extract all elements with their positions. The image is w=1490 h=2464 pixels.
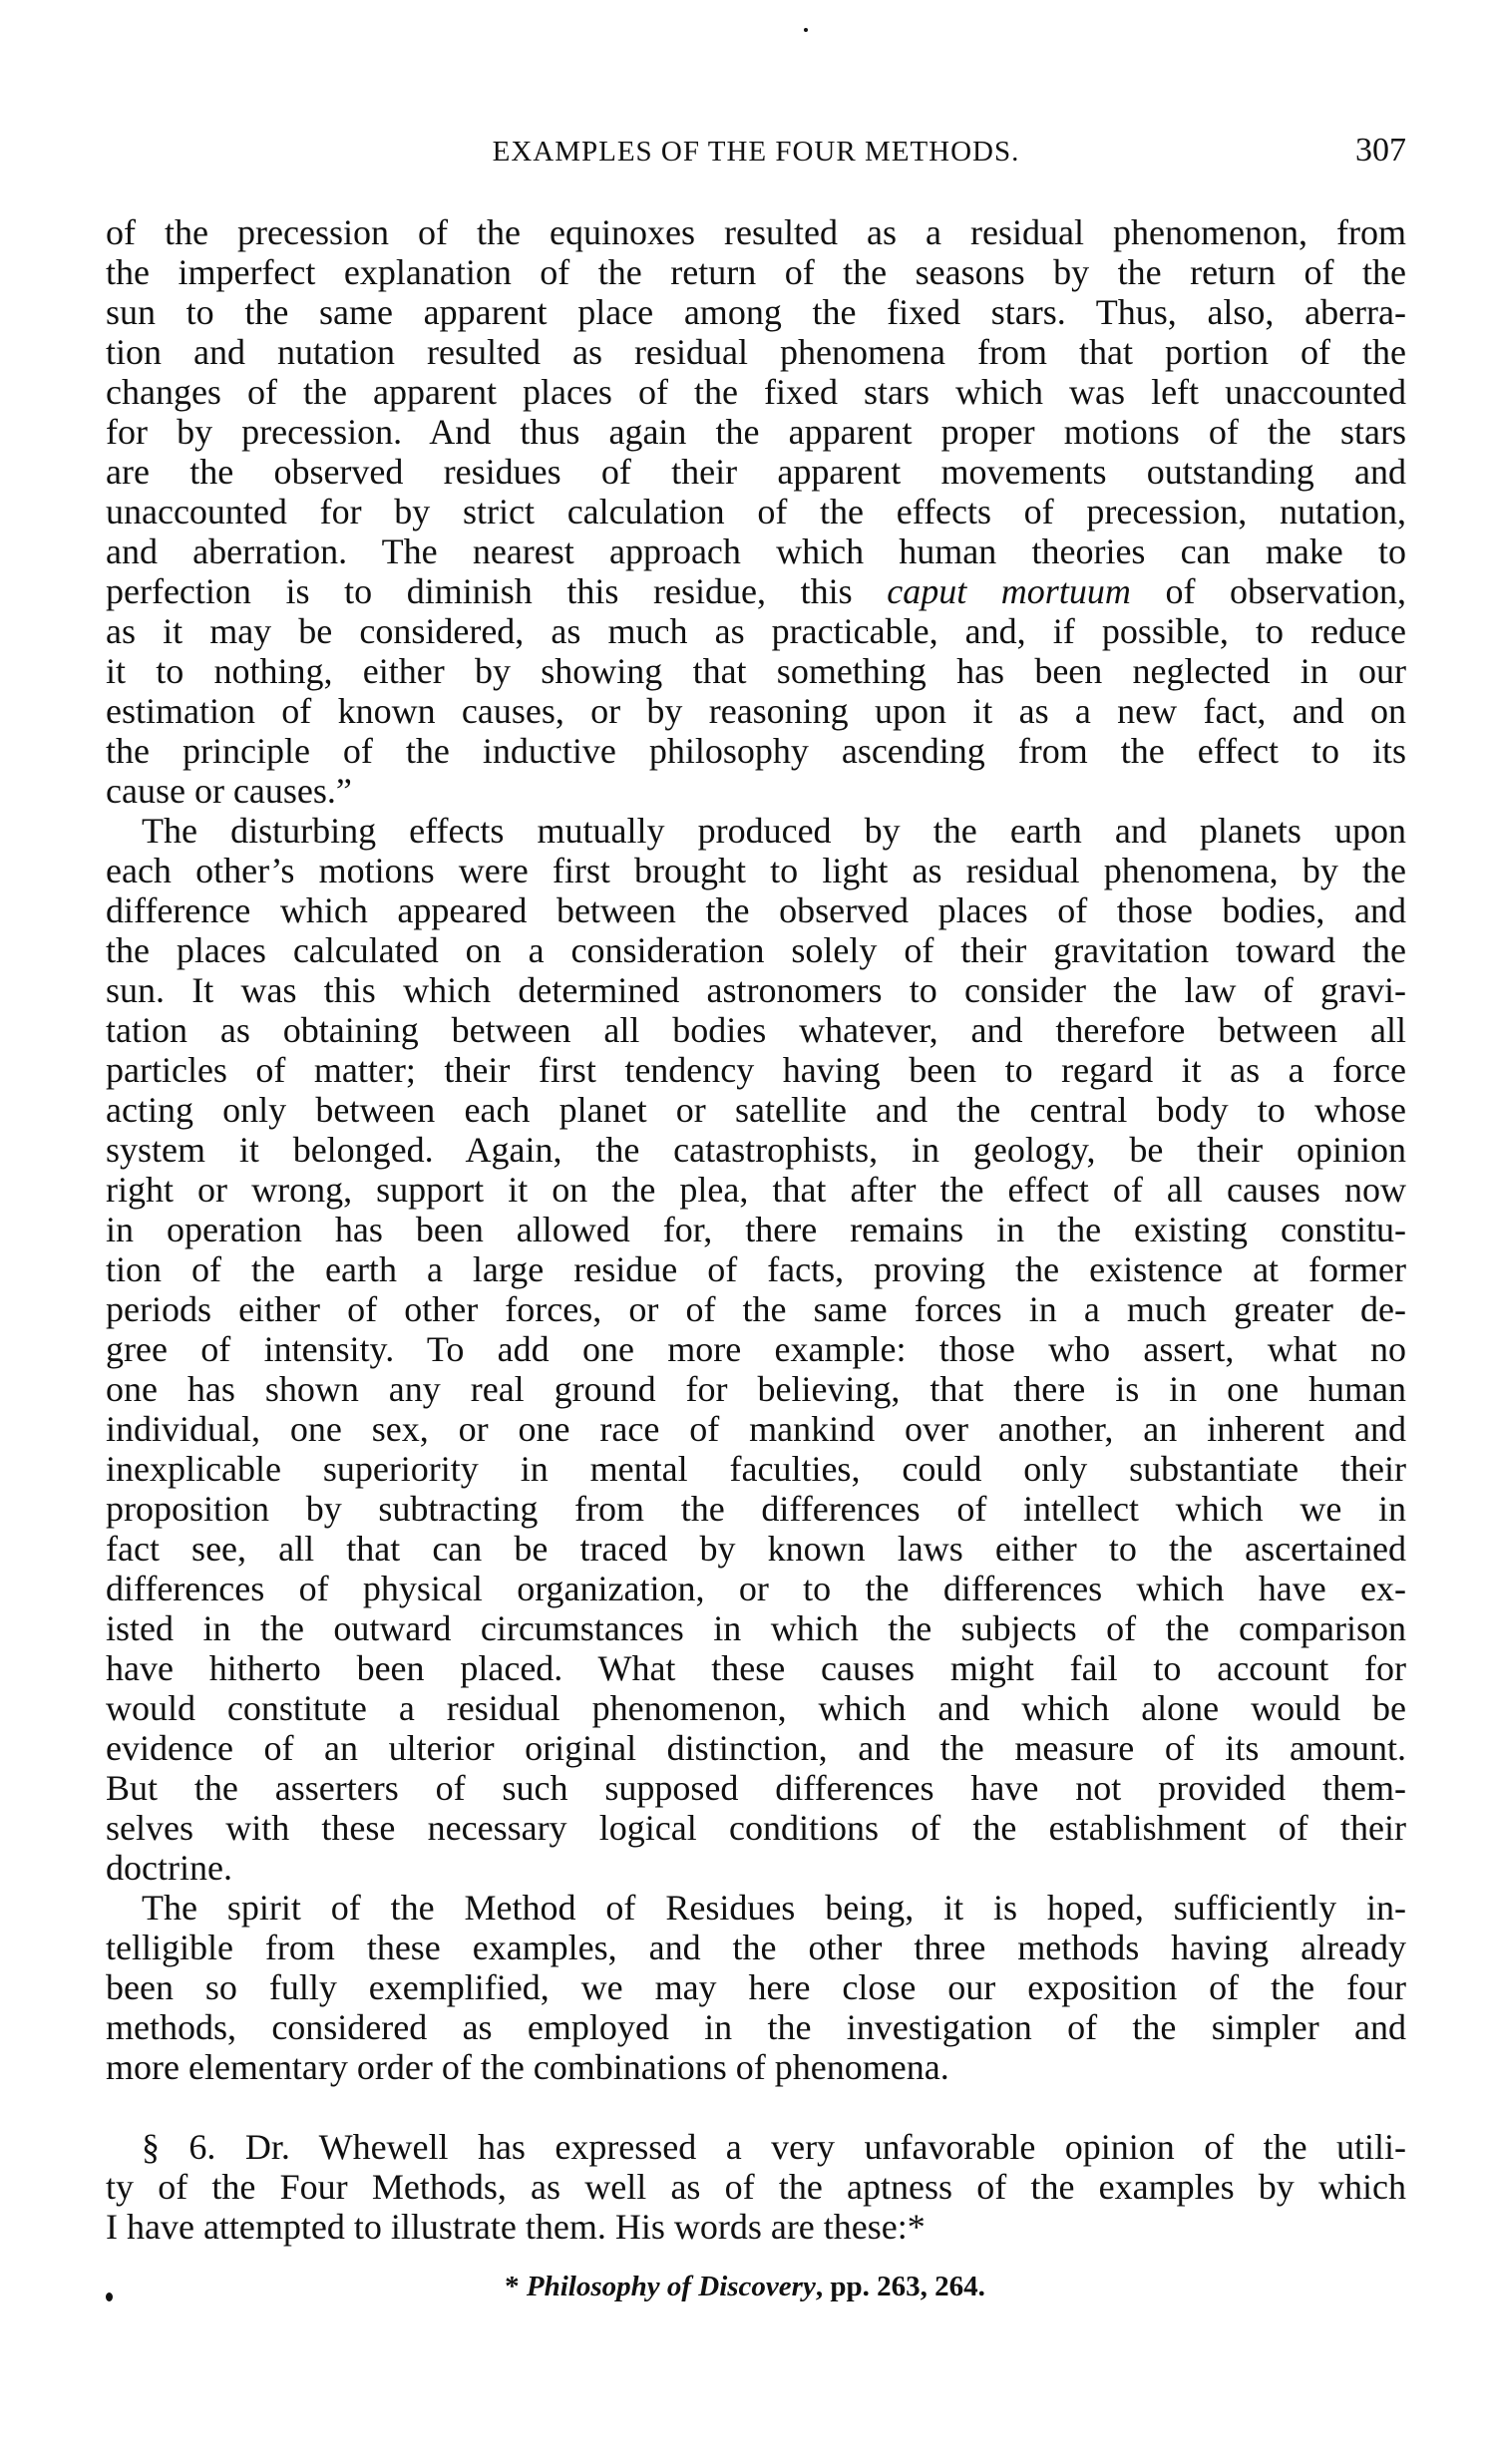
text-line: telligible from these examples, and the other three methods having already bbox=[106, 1928, 1406, 1967]
text-line: acting only between each planet or satellite and the central body to whose bbox=[106, 1090, 1406, 1130]
text-segment: of observation, bbox=[1130, 571, 1406, 611]
text-line: proposition by subtracting from the differences of intellect which we in bbox=[106, 1489, 1406, 1529]
text-line: inexplicable superiority in mental faculties, could only substantiate their bbox=[106, 1449, 1406, 1489]
text-line: the imperfect explanation of the return of the seasons by the return of the bbox=[106, 252, 1406, 292]
text-line: sun. It was this which determined astronomers to consider the law of gravi- bbox=[106, 970, 1406, 1010]
text-line: fact see, all that can be traced by known laws either to the ascertained bbox=[106, 1529, 1406, 1569]
text-line: the principle of the inductive philosophy ascending from the effect to its bbox=[106, 731, 1406, 771]
page-number: 307 bbox=[1355, 132, 1406, 169]
running-title: EXAMPLES OF THE FOUR METHODS. bbox=[492, 136, 1020, 168]
text-segment: perfection is to diminish this residue, this bbox=[106, 571, 888, 611]
text-line: cause or causes.” bbox=[106, 771, 352, 811]
text-line: evidence of an ulterior original distinction, and the measure of its amount. bbox=[106, 1728, 1406, 1768]
text-line: changes of the apparent places of the fixed stars which was left unaccounted bbox=[106, 372, 1406, 412]
paragraph bbox=[106, 1888, 1406, 2087]
text-line: been so fully exemplified, we may here close our exposition of the four bbox=[106, 1967, 1406, 2007]
text-line: would constitute a residual phenomenon, which and which alone would be bbox=[106, 1688, 1406, 1728]
text-line: differences of physical organization, or to the differences which have ex- bbox=[106, 1569, 1406, 1608]
text-line: tion and nutation resulted as residual phenomena from that portion of the bbox=[106, 332, 1406, 372]
paragraph bbox=[106, 212, 1406, 811]
text-line: individual, one sex, or one race of mankind over another, an inherent and bbox=[106, 1409, 1406, 1449]
text-line: The spirit of the Method of Residues being, it is hoped, sufficiently in- bbox=[142, 1888, 1406, 1928]
body-text bbox=[106, 212, 1406, 2247]
text-line: The disturbing effects mutually produced by the earth and planets upon bbox=[142, 811, 1406, 851]
text-line: are the observed residues of their apparent movements outstanding and bbox=[106, 452, 1406, 492]
text-line: § 6. Dr. Whewell has expressed a very unfavorable opinion of the utili- bbox=[142, 2127, 1406, 2167]
text-line: right or wrong, support it on the plea, that after the effect of all causes now bbox=[106, 1170, 1406, 1210]
text-line: for by precession. And thus again the apparent proper motions of the stars bbox=[106, 412, 1406, 452]
scan-speck bbox=[106, 2292, 113, 2301]
text-line: gree of intensity. To add one more example: those who assert, what no bbox=[106, 1329, 1406, 1369]
text-line: sun to the same apparent place among the fixed stars. Thus, also, aberra- bbox=[106, 292, 1406, 332]
text-line: But the asserters of such supposed differences have not provided them- bbox=[106, 1768, 1406, 1808]
footnote-marker: * bbox=[505, 2271, 527, 2302]
text-line: have hitherto been placed. What these causes might fail to account for bbox=[106, 1648, 1406, 1688]
paragraph bbox=[106, 811, 1406, 1888]
text-line: isted in the outward circumstances in which the subjects of the comparison bbox=[106, 1608, 1406, 1648]
text-line: of the precession of the equinoxes resulted as a residual phenomenon, from bbox=[106, 212, 1406, 252]
page-header bbox=[106, 132, 1406, 176]
text-line: doctrine. bbox=[106, 1848, 232, 1888]
footnote-title: Philosophy of Discovery bbox=[526, 2271, 816, 2302]
footnote-pages: , pp. 263, 264. bbox=[815, 2271, 985, 2302]
text-line: and aberration. The nearest approach which human theories can make to bbox=[106, 531, 1406, 571]
text-line: each other’s motions were first brought to light as residual phenomena, by the bbox=[106, 851, 1406, 890]
text-line: in operation has been allowed for, there remains in the existing constitu- bbox=[106, 1210, 1406, 1249]
text-line: ty of the Four Methods, as well as of the aptness of the examples by which bbox=[106, 2167, 1406, 2207]
text-line: I have attempted to illustrate them. His words are these:* bbox=[106, 2207, 926, 2247]
text-line: one has shown any real ground for believing, that there is in one human bbox=[106, 1369, 1406, 1409]
text-line: methods, considered as employed in the investigation of the simpler and bbox=[106, 2007, 1406, 2047]
footnote bbox=[0, 2268, 1490, 2305]
text-line: periods either of other forces, or of the same forces in a much greater de- bbox=[106, 1289, 1406, 1329]
text-line: difference which appeared between the observed places of those bodies, and bbox=[106, 890, 1406, 930]
text-line bbox=[106, 571, 1406, 611]
text-line: tation as obtaining between all bodies whatever, and therefore between all bbox=[106, 1010, 1406, 1050]
text-line: estimation of known causes, or by reasoning upon it as a new fact, and on bbox=[106, 691, 1406, 731]
text-line: more elementary order of the combinations of phenomena. bbox=[106, 2047, 949, 2087]
text-line: tion of the earth a large residue of facts, proving the existence at former bbox=[106, 1249, 1406, 1289]
text-line: as it may be considered, as much as practicable, and, if possible, to reduce bbox=[106, 611, 1406, 651]
text-line: it to nothing, either by showing that something has been neglected in our bbox=[106, 651, 1406, 691]
text-line: selves with these necessary logical conditions of the establishment of their bbox=[106, 1808, 1406, 1848]
text-line: system it belonged. Again, the catastrophists, in geology, be their opinion bbox=[106, 1130, 1406, 1170]
text-line: the places calculated on a consideration solely of their gravitation toward the bbox=[106, 930, 1406, 970]
text-line: unaccounted for by strict calculation of the effects of precession, nutation, bbox=[106, 492, 1406, 531]
section-paragraph bbox=[106, 2127, 1406, 2247]
scan-speck bbox=[804, 28, 808, 32]
italic-phrase: caput mortuum bbox=[887, 571, 1131, 611]
text-line: particles of matter; their first tendency having been to regard it as a force bbox=[106, 1050, 1406, 1090]
